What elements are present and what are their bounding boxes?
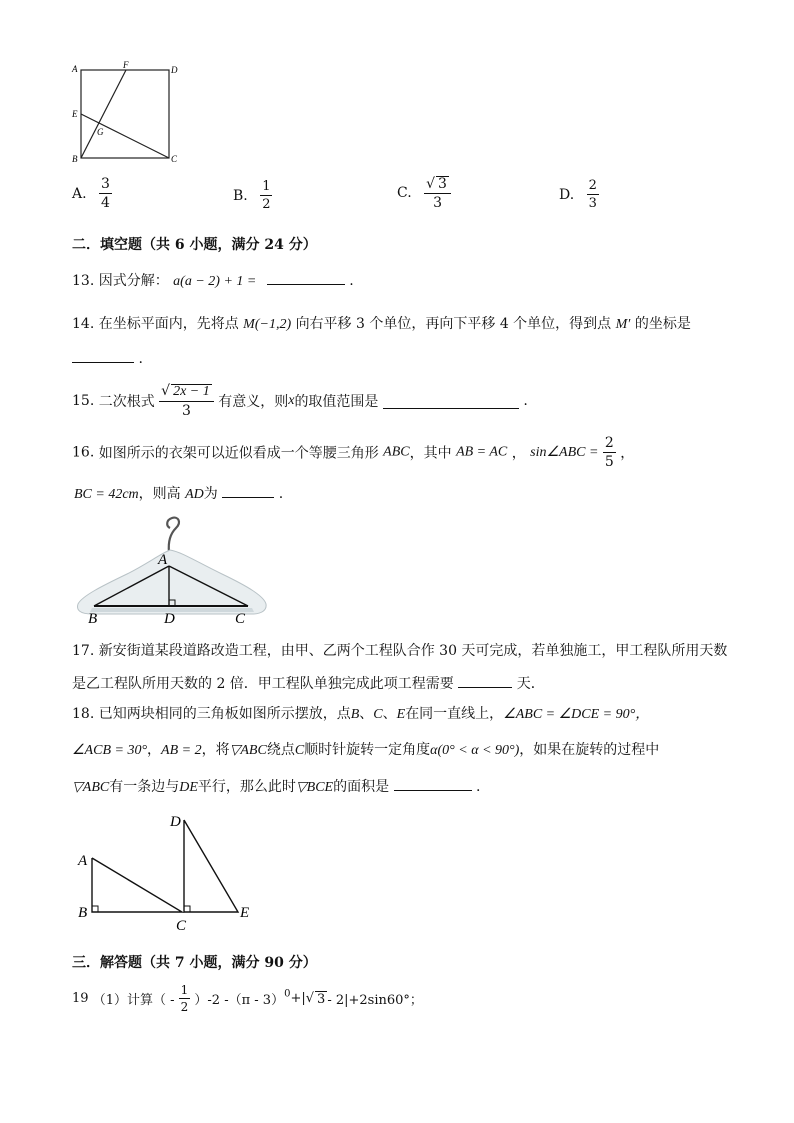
q15-answer-blank[interactable] [383,394,519,409]
q19-half-den: 2 [180,1000,189,1014]
q14-line1 [72,313,691,333]
option-b-fraction [260,180,272,211]
q18-l2i: α(0° < α < 90°) [430,743,520,758]
q15-var: x [288,393,295,408]
q18-l3a: ▽ABC [72,780,110,795]
q14-text1: 在坐标平面内，先将点 [98,316,239,332]
q18-l2d: ，将 [201,742,230,758]
q17-answer-blank[interactable] [458,673,512,688]
option-b-den: 2 [262,197,271,212]
q13-expr: a(a − 2) + 1 = [173,274,257,289]
q18-l3f: 的面积是 [333,779,390,795]
q16-text2: ，其中 [409,445,452,462]
q16-num: 16. [72,444,95,461]
option-c-fraction [424,176,451,210]
option-c[interactable] [397,176,451,210]
q18-l2f: 绕点 [266,742,295,758]
section3-title: 三．解答题（共 7 小题，满分 90 分） [72,955,317,971]
q16-sin-num: 2 [604,435,614,451]
q15-fraction [159,384,214,418]
triangle-dce [184,820,238,912]
q17-line2 [72,673,545,693]
q14-point2: M′ [615,317,631,332]
label-g: G [97,127,104,137]
q16-line2 [74,483,283,503]
q19-part: （1）计算（ - [92,993,175,1008]
hanger-hook [167,518,179,552]
q14-point: M(−1,2) [243,317,292,332]
q16-sin-den: 5 [604,454,614,470]
q14-line2 [72,348,143,367]
q14-end: . [138,351,143,367]
segment-bf [81,70,126,158]
hanger-label-c: C [235,611,246,627]
q16-text1: 如图所示的衣架可以近似看成一个等腰三角形 [98,445,379,462]
q18-l2g: C [294,743,305,758]
segment-ec [81,114,169,158]
q18-line3 [72,776,480,796]
q16-text3: ，则高 [138,486,181,502]
hanger-label-b: B [88,611,98,627]
q18-l2a: ∠ACB = 30° [72,743,148,758]
q18-end: . [476,779,481,795]
option-d-fraction [587,179,599,210]
q18-l3e: ▽BCE [295,780,334,795]
q16-sep: ， [511,445,526,462]
q18-line2 [72,739,659,759]
q19-half-num: 1 [180,983,189,997]
q13 [72,270,354,290]
label-c: C [171,154,178,164]
q18-num: 18. [72,706,95,722]
label-d: D [171,65,178,75]
q16-text4: 为 [203,486,218,502]
option-c-letter: C. [397,185,412,201]
q16-tri: ABC [383,444,410,460]
option-d-den: 3 [588,196,597,211]
q13-num: 13. [72,273,95,289]
q17-num: 17. [72,643,95,659]
q15-text1: 二次根式 [98,394,155,410]
q16-ad: AD [185,487,204,502]
q18-l1a: 已知两块相同的三角板如图所示摆放，点 [98,706,351,722]
label-a: A [72,64,78,74]
q19-sqrt3: 3 [317,991,326,1007]
q18-b: B [350,707,360,722]
q18-l2e: ▽ABC [229,743,267,758]
tri-label-e: E [240,905,250,921]
q19-rest1: +| [290,991,306,1006]
q14-num: 14. [72,316,95,332]
q16-line1 [72,436,634,469]
q15-numerator: √ 2x − 1 [159,384,214,402]
q15-radicand: 2x − 1 [173,384,210,399]
option-d[interactable] [559,179,599,210]
right-angle-b [92,906,98,912]
q19-exp0: 0 [284,988,291,1000]
q19-rest2: - 2|+2sin60°； [327,993,423,1008]
option-b-letter: B. [233,187,248,204]
q18-l3d: 平行，那么此时 [197,779,296,795]
q18-e: E [396,707,406,722]
option-a-num: 3 [101,176,110,192]
hanger-label-a: A [158,552,168,568]
q18-l3c: DE [179,780,198,795]
q14-text2: 向右平移 3 个单位，再向下平移 4 个单位，得到点 [295,316,612,332]
q15-num: 15. [72,393,95,409]
q18-line1 [72,703,649,723]
option-a-fraction [99,177,112,210]
label-e: E [72,109,78,119]
q17-text3: 天． [516,676,545,692]
q15-den: 3 [182,403,191,419]
q18-l2j: ，如果在旋转的过程中 [519,742,660,758]
label-b: B [72,154,78,164]
q16-bc: BC = 42cm [74,487,139,502]
q17-text2: 是乙工程队所用天数的 2 倍．甲工程队单独完成此项工程需要 [72,676,454,692]
q15-text3: 的取值范围是 [294,394,379,410]
option-d-num: 2 [588,178,597,193]
q18-l2b: ， [147,742,162,758]
q18-c: C [373,707,383,722]
q13-answer-blank[interactable] [267,270,345,285]
square-abcd [81,70,169,158]
option-c-radicand: 3 [438,176,447,192]
q16-sin-fraction [603,436,616,469]
q16-eq: AB = AC [456,444,508,460]
q16-end: . [278,486,284,502]
tri-label-b: B [78,905,88,921]
q14-text3: 的坐标是 [634,316,691,332]
option-b-num: 1 [262,179,271,194]
triangles-figure [72,808,272,938]
option-a-den: 4 [101,195,110,211]
hanger-body [78,550,267,614]
q15-text2: 有意义，则 [218,394,289,410]
q17-line1 [72,640,727,660]
q18-sep1: 、 [359,706,374,722]
q19: 19 （1）计算（ - $\frac{1}{2}$ ）-2 -（π - 3）$^0$+|√ 3 - 2|+2sin60°； [72,983,423,1014]
q15-end: . [523,393,528,409]
tri-label-c: C [176,918,187,934]
q19-num: 19 [72,991,89,1006]
q18-l3b: 有一条边与 [109,779,180,795]
q13-text: 因式分解： [98,273,169,289]
q19-exp1: ）-2 -（π - 3） [194,993,285,1008]
option-c-den: 3 [433,195,442,211]
q19-half [179,984,191,1013]
q18-l2h: 顺时针旋转一定角度 [304,742,431,758]
q16-comma: ， [620,445,635,462]
q13-end: . [349,273,354,289]
tri-label-a: A [78,853,88,869]
option-c-num: √ 3 [424,176,451,194]
square-figure [64,58,194,168]
hanger-figure [72,512,272,628]
right-angle-c [184,906,190,912]
tri-label-d: D [170,814,181,830]
q16-sin: sin∠ABC = [530,445,599,460]
triangle-abc [92,858,182,912]
q18-answer-blank[interactable] [394,776,472,791]
q14-answer-blank[interactable] [72,348,134,363]
label-f: F [123,60,129,70]
option-a-letter: A. [72,185,87,202]
q17-text1: 新安街道某段道路改造工程，由甲、乙两个工程队合作 30 天可完成，若单独施工，甲工程队所用天数 [98,643,728,659]
option-b[interactable] [233,180,272,211]
q18-sep2: 、 [382,706,397,722]
option-d-letter: D. [559,186,575,203]
section2-title: 二．填空题（共 6 小题，满分 24 分） [72,237,317,253]
q16-answer-blank[interactable] [222,483,274,498]
q18-l1c: ∠ABC = ∠DCE = 90°， [503,707,650,722]
q18-l1b: 在同一直线上， [405,706,504,722]
q18-l2c: AB = 2 [161,743,202,758]
hanger-label-d: D [164,611,175,627]
q15 [72,384,528,418]
option-a[interactable] [72,177,112,210]
